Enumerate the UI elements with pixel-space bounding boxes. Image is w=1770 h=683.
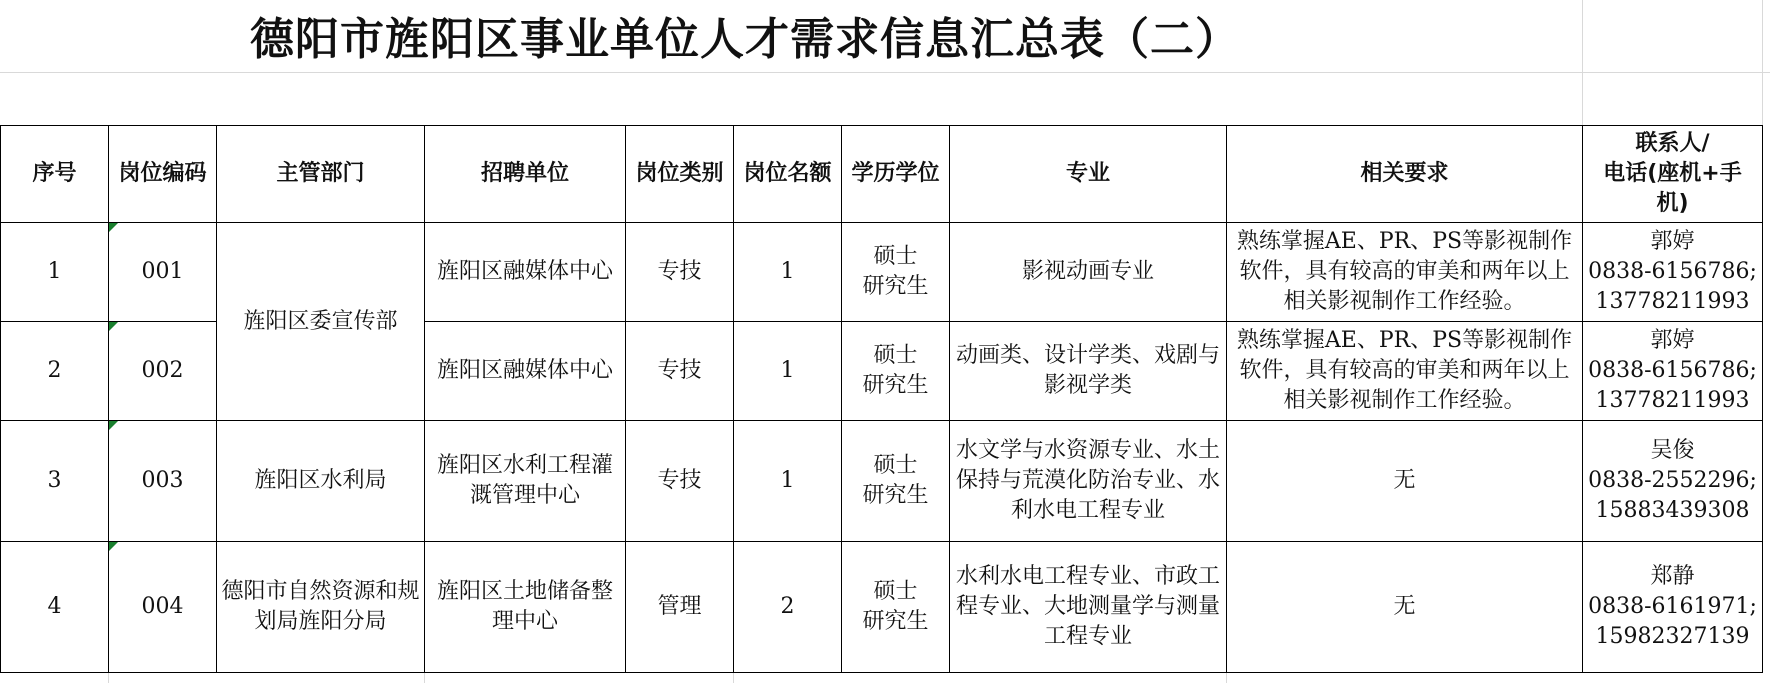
cell-type[interactable]: 专技 xyxy=(626,223,734,322)
cell-edu[interactable] xyxy=(842,542,950,673)
error-indicator-icon xyxy=(109,542,118,551)
gridline xyxy=(108,673,109,683)
cell-contact[interactable] xyxy=(1583,322,1763,421)
contact-name: 郭婷 xyxy=(1650,229,1695,254)
cell-edu[interactable] xyxy=(842,322,950,421)
cell-dept[interactable]: 德阳市自然资源和规划局旌阳分局 xyxy=(217,542,425,673)
error-indicator-icon xyxy=(109,322,118,331)
cell-major[interactable]: 水利水电工程专业、市政工程专业、大地测量学与测量工程专业 xyxy=(950,542,1227,673)
header-edu[interactable]: 学历学位 xyxy=(842,126,950,223)
gridline xyxy=(1762,0,1763,125)
header-req[interactable]: 相关要求 xyxy=(1227,126,1583,223)
cell-req[interactable]: 熟练掌握AE、PR、PS等影视制作软件，具有较高的审美和两年以上相关影视制作工作经验。 xyxy=(1227,322,1583,421)
table-row xyxy=(1,223,1763,322)
header-major[interactable]: 专业 xyxy=(950,126,1227,223)
header-contact-line: 联系人/ xyxy=(1635,131,1710,156)
cell-contact[interactable] xyxy=(1583,223,1763,322)
table-row xyxy=(1,542,1763,673)
cell-edu-line: 硕士 xyxy=(873,579,918,604)
cell-unit[interactable]: 旌阳区土地储备整理中心 xyxy=(425,542,626,673)
header-code[interactable]: 岗位编码 xyxy=(109,126,217,223)
cell-edu[interactable] xyxy=(842,223,950,322)
cell-dept[interactable]: 旌阳区水利局 xyxy=(217,421,425,542)
cell-code[interactable] xyxy=(109,542,217,673)
header-dept[interactable]: 主管部门 xyxy=(217,126,425,223)
cell-code[interactable] xyxy=(109,421,217,542)
cell-req[interactable]: 无 xyxy=(1227,421,1583,542)
cell-type[interactable]: 专技 xyxy=(626,421,734,542)
error-indicator-icon xyxy=(109,421,118,430)
cell-code-text: 003 xyxy=(141,468,184,493)
contact-mobile: 15982327139 xyxy=(1595,624,1750,649)
cell-req[interactable]: 熟练掌握AE、PR、PS等影视制作软件，具有较高的审美和两年以上相关影视制作工作经验。 xyxy=(1227,223,1583,322)
cell-code-text: 004 xyxy=(141,594,184,619)
cell-edu-line: 硕士 xyxy=(873,343,918,368)
cell-type[interactable]: 专技 xyxy=(626,322,734,421)
gridline xyxy=(733,673,734,683)
cell-seq[interactable]: 4 xyxy=(1,542,109,673)
cell-quota[interactable]: 1 xyxy=(734,421,842,542)
cell-edu-line: 研究生 xyxy=(862,373,929,398)
header-contact-line: 机) xyxy=(1656,191,1689,216)
table-row xyxy=(1,421,1763,542)
header-quota[interactable]: 岗位名额 xyxy=(734,126,842,223)
cell-quota[interactable]: 1 xyxy=(734,322,842,421)
cell-major[interactable]: 水文学与水资源专业、水土保持与荒漠化防治专业、水利水电工程专业 xyxy=(950,421,1227,542)
cell-quota[interactable]: 1 xyxy=(734,223,842,322)
cell-code-text: 001 xyxy=(141,259,184,284)
cell-code[interactable] xyxy=(109,223,217,322)
cell-edu-line: 研究生 xyxy=(862,483,929,508)
cell-contact[interactable] xyxy=(1583,421,1763,542)
cell-code-text: 002 xyxy=(141,358,184,383)
contact-name: 郑静 xyxy=(1650,564,1695,589)
cell-code[interactable] xyxy=(109,322,217,421)
contact-mobile: 13778211993 xyxy=(1595,289,1750,314)
cell-dept[interactable]: 旌阳区委宣传部 xyxy=(217,223,425,421)
contact-phone: 0838-6156786; xyxy=(1588,259,1757,284)
contact-phone: 0838-6161971; xyxy=(1588,594,1757,619)
cell-edu-line: 研究生 xyxy=(862,274,929,299)
contact-name: 吴俊 xyxy=(1650,438,1695,463)
cell-edu-line: 硕士 xyxy=(873,244,918,269)
header-type[interactable]: 岗位类别 xyxy=(626,126,734,223)
contact-phone: 0838-6156786; xyxy=(1588,358,1757,383)
cell-seq[interactable]: 1 xyxy=(1,223,109,322)
gridline xyxy=(424,673,425,683)
cell-seq[interactable]: 3 xyxy=(1,421,109,542)
cell-quota[interactable]: 2 xyxy=(734,542,842,673)
sheet-title[interactable]: 德阳市旌阳区事业单位人才需求信息汇总表（二） xyxy=(250,14,1240,65)
cell-edu[interactable] xyxy=(842,421,950,542)
cell-req[interactable]: 无 xyxy=(1227,542,1583,673)
header-row xyxy=(1,126,1763,223)
cell-major[interactable]: 影视动画专业 xyxy=(950,223,1227,322)
cell-unit[interactable]: 旌阳区水利工程灌溉管理中心 xyxy=(425,421,626,542)
cell-contact[interactable] xyxy=(1583,542,1763,673)
contact-phone: 0838-2552296; xyxy=(1588,468,1757,493)
cell-seq[interactable]: 2 xyxy=(1,322,109,421)
gridline xyxy=(1582,0,1583,125)
cell-major[interactable]: 动画类、设计学类、戏剧与影视学类 xyxy=(950,322,1227,421)
header-unit[interactable]: 招聘单位 xyxy=(425,126,626,223)
header-contact-line: 电话(座机+手 xyxy=(1603,161,1742,186)
contact-mobile: 13778211993 xyxy=(1595,388,1750,413)
gridline xyxy=(0,72,1770,73)
recruitment-table xyxy=(0,125,1763,673)
cell-edu-line: 研究生 xyxy=(862,609,929,634)
contact-name: 郭婷 xyxy=(1650,328,1695,353)
header-contact[interactable] xyxy=(1583,126,1763,223)
cell-type[interactable]: 管理 xyxy=(626,542,734,673)
cell-edu-line: 硕士 xyxy=(873,453,918,478)
cell-unit[interactable]: 旌阳区融媒体中心 xyxy=(425,322,626,421)
cell-unit[interactable]: 旌阳区融媒体中心 xyxy=(425,223,626,322)
contact-mobile: 15883439308 xyxy=(1595,498,1750,523)
header-seq[interactable]: 序号 xyxy=(1,126,109,223)
error-indicator-icon xyxy=(109,223,118,232)
gridline xyxy=(1226,673,1227,683)
